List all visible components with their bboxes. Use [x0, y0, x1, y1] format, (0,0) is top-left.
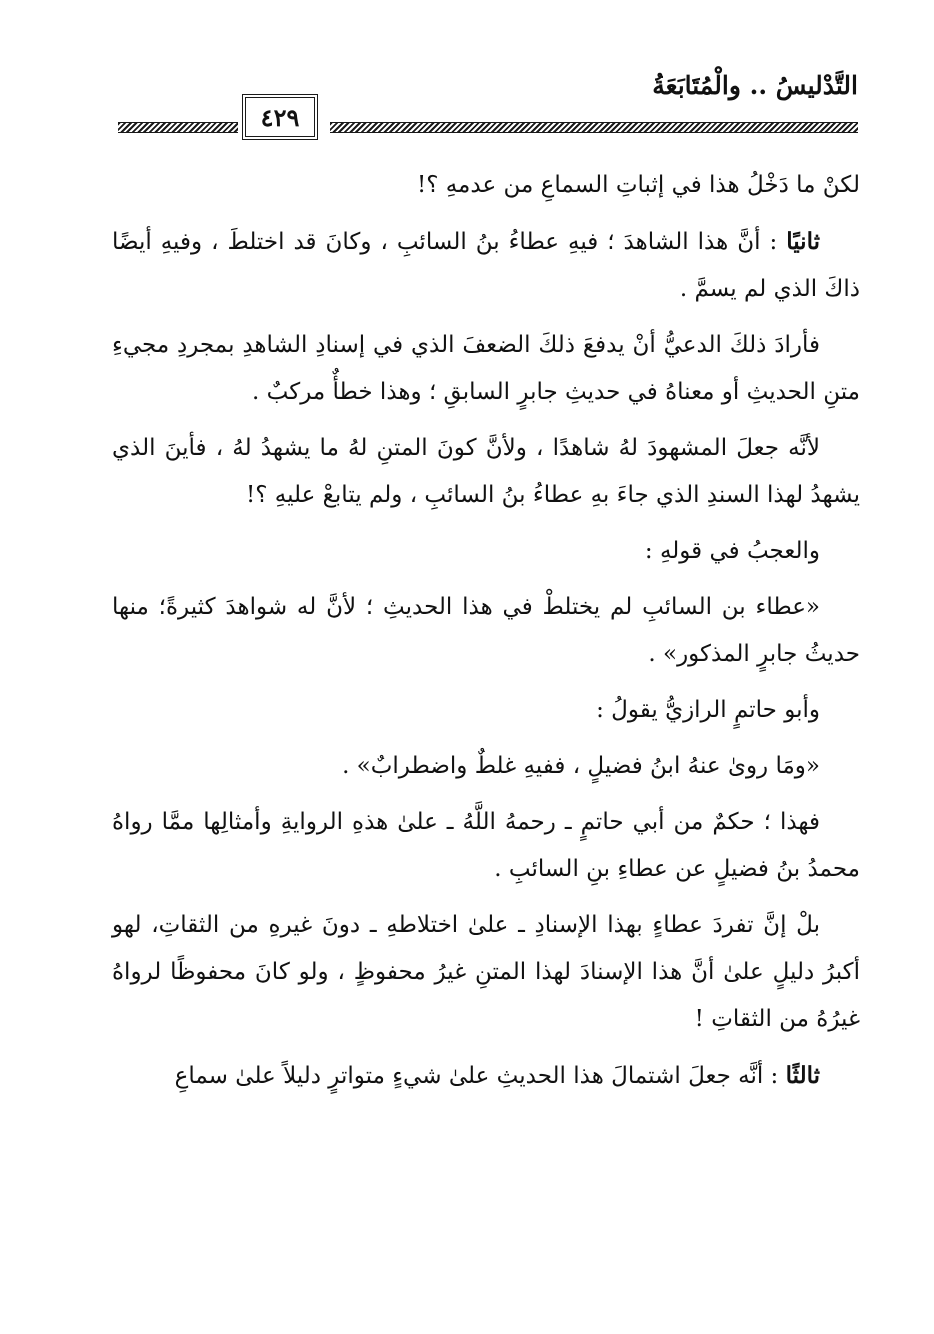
- paragraph: [112, 218, 860, 313]
- page-body: [112, 162, 860, 1109]
- page-number: ٤٢٩: [260, 102, 300, 132]
- running-title: التَّدْليسُ .. والْمُتَابَعَةُ: [652, 71, 858, 100]
- page-header: [118, 66, 858, 146]
- paragraph-lead: ثالثًا: [785, 1062, 820, 1089]
- header-rule-right: [330, 122, 858, 133]
- paragraph: فهذا ؛ حكمٌ من أبي حاتمٍ ـ رحمهُ اللَّهُ ـ علىٰ هذهِ الروايةِ وأمثالِها ممَّا رواهُ محمدُ بنُ فضيلٍ عن عطاءِ بنِ السائبِ .: [112, 809, 860, 882]
- paragraph: [112, 1052, 860, 1100]
- paragraph: بلْ إنَّ تفردَ عطاءٍ بهذا الإسنادِ ـ علىٰ اختلاطهِ ـ دونَ غيرهِ من الثقاتِ، لهو أكبرُ دليلٍ علىٰ أنَّ هذا الإسنادَ لهذا المتنِ غيرُ محفوظٍ ، ولو كانَ محفوظًا لرواهُ غيرُهُ من الثقاتِ !: [112, 912, 860, 1032]
- paragraph: لأنَّه جعلَ المشهودَ لهُ شاهدًا ، ولأنَّ كونَ المتنِ لهُ ما يشهدُ لهُ ، فأينَ الذي يشهدُ لهذا السندِ الذي جاءَ بهِ عطاءُ بنُ السائبِ ، ولم يتابعْ عليهِ ؟!: [112, 435, 860, 508]
- header-rule-left: [118, 122, 238, 133]
- paragraph-text: : أنَّه جعلَ اشتمالَ هذا الحديثِ علىٰ شيءٍ متواترٍ دليلاً علىٰ سماعِ: [174, 1063, 779, 1089]
- page-number-box: [242, 94, 318, 140]
- paragraph-lead: ثانيًا: [786, 228, 820, 255]
- paragraph: والعجبُ في قولهِ :: [644, 538, 820, 564]
- paragraph: فأرادَ ذلكَ الدعيُّ أنْ يدفعَ ذلكَ الضعفَ الذي في إسنادِ الشاهدِ بمجردِ مجيءِ متنِ الحديثِ أو معناهُ في حديثِ جابرٍ السابقِ ؛ وهذا خطأٌ مركبٌ .: [112, 332, 860, 405]
- quote-paragraph: «ومَا روىٰ عنهُ ابنُ فضيلٍ ، ففيهِ غلطٌ واضطرابٌ» .: [342, 753, 820, 779]
- quote-paragraph: «عطاء بن السائبِ لم يختلطْ في هذا الحديثِ ؛ لأنَّ له شواهدَ كثيرةً؛ منها حديثُ جابرٍ المذكور» .: [112, 594, 860, 667]
- paragraph-text: : أنَّ هذا الشاهدَ ؛ فيهِ عطاءُ بنُ السائبِ ، وكانَ قد اختلطَ ، وفيهِ أيضًا ذاكَ الذي لم يسمَّ .: [112, 229, 860, 302]
- paragraph: لكنْ ما دَخْلُ هذا في إثباتِ السماعِ من عدمهِ ؟!: [416, 172, 860, 198]
- paragraph: وأبو حاتمٍ الرازيُّ يقولُ :: [596, 697, 820, 723]
